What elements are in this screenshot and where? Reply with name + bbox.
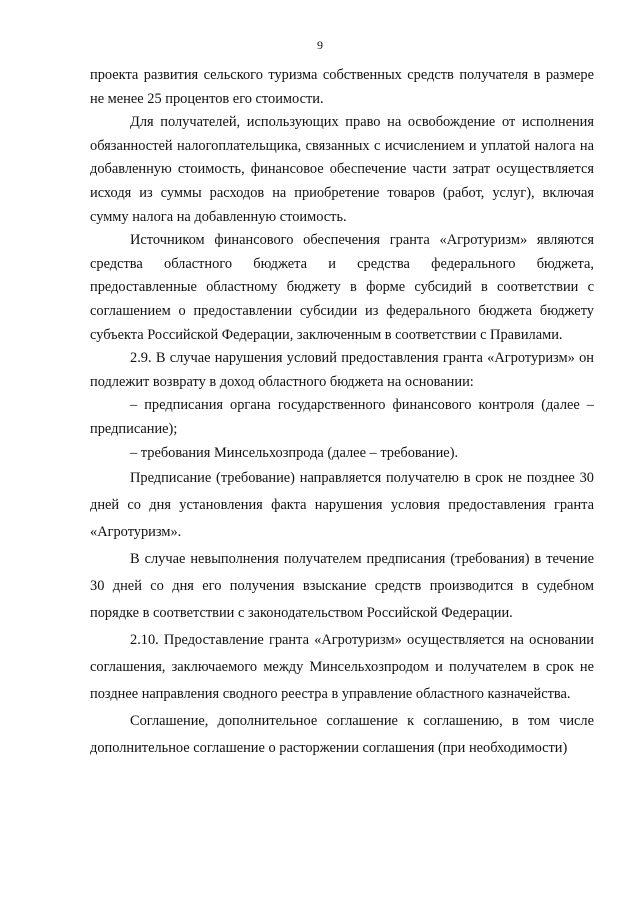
paragraph-9: 2.10. Предоставление гранта «Агротуризм» осуществляется на основании соглашения, заключаемого между Минсельхозпродом и получателем в срок не позднее направления сводного реестра в управление областного казначейства. [90, 632, 594, 703]
document-body [90, 64, 594, 762]
paragraph-1: проекта развития сельского туризма собственных средств получателя в размере не менее 25 процентов его стоимости. [90, 67, 594, 107]
paragraph-3: Источником финансового обеспечения гранта «Агротуризм» являются средства областного бюджета и средства федерального бюджета, предоставленные областному бюджету в форме субсидий в соответствии с соглашением о предоставлении субсидии из федерального бюджета бюджету субъекта Российской Федерации, заключенным в соответствии с Правилами. [90, 232, 594, 343]
paragraph-7: Предписание (требование) направляется получателю в срок не позднее 30 дней со дня установления факта нарушения условия предоставления гранта «Агротуризм». [90, 470, 594, 541]
paragraph-10: Соглашение, дополнительное соглашение к соглашению, в том числе дополнительное соглашение о расторжении соглашения (при необходимости) [90, 713, 594, 757]
paragraph-8: В случае невыполнения получателем предписания (требования) в течение 30 дней со дня его получения взыскание средств производится в судебном порядке в соответствии с законодательством Российской Федерации. [90, 551, 594, 622]
paragraph-4: 2.9. В случае нарушения условий предоставления гранта «Агротуризм» он подлежит возврату в доход областного бюджета на основании: [90, 350, 594, 390]
paragraph-5: – предписания органа государственного финансового контроля (далее – предписание); [90, 397, 594, 437]
paragraph-2: Для получателей, использующих право на освобождение от исполнения обязанностей налогоплательщика, связанных с исчислением и уплатой налога на добавленную стоимость, финансовое обеспечение части затрат осуществляется исходя из суммы расходов на приобретение товаров (работ, услуг), включая сумму налога на добавленную стоимость. [90, 114, 594, 225]
paragraph-6: – требования Минсельхозпрода (далее – требование). [130, 444, 459, 461]
page-number: 9 [317, 38, 323, 52]
